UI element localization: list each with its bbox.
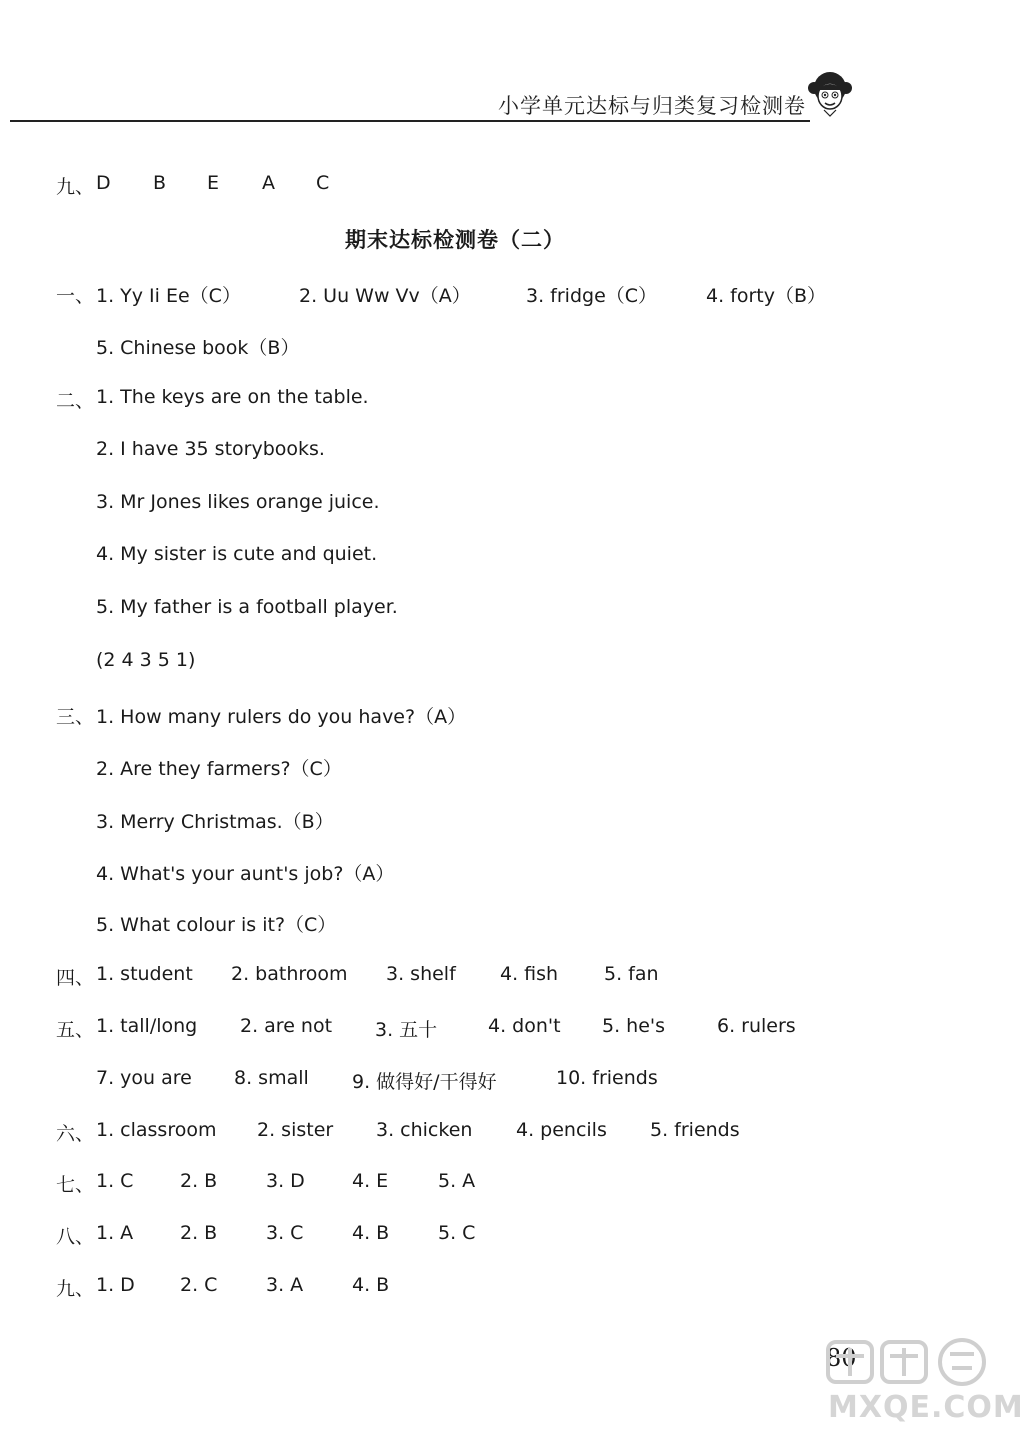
answer-item: 3. C bbox=[266, 1222, 304, 1244]
answer-item: 2. B bbox=[180, 1170, 218, 1192]
answer-item: 1. A bbox=[96, 1222, 134, 1244]
answer-item: 8. small bbox=[234, 1067, 309, 1089]
answer-item: 1. classroom bbox=[96, 1119, 217, 1141]
answer-item: 4. My sister is cute and quiet. bbox=[96, 543, 378, 565]
answer-item: 7. you are bbox=[96, 1067, 192, 1089]
girl-mascot-icon bbox=[800, 66, 860, 126]
answer-item: 3. A bbox=[266, 1274, 304, 1296]
question-label: 五、 bbox=[56, 1019, 95, 1041]
answer-item: 3. fridge（C） bbox=[526, 285, 658, 307]
header-rule bbox=[10, 120, 810, 122]
answer-item: A bbox=[262, 172, 275, 194]
answer-item: 3. 五十 bbox=[375, 1019, 438, 1041]
answer-item: 6. rulers bbox=[717, 1015, 796, 1037]
answer-item: 4. forty（B） bbox=[706, 285, 827, 307]
answer-item: 1. The keys are on the table. bbox=[96, 386, 369, 408]
answer-item: 4. What's your aunt's job?（A） bbox=[96, 863, 395, 885]
answer-item: 4. don't bbox=[488, 1015, 561, 1037]
answer-item: 1. tall/long bbox=[96, 1015, 198, 1037]
answer-item: 5. My father is a football player. bbox=[96, 596, 398, 618]
answer-item: 5. A bbox=[438, 1170, 476, 1192]
answer-item: 5. What colour is it?（C） bbox=[96, 914, 337, 936]
answer-item: 3. Merry Christmas.（B） bbox=[96, 811, 334, 833]
answer-item: 3. chicken bbox=[376, 1119, 473, 1141]
answer-item: 5. fan bbox=[604, 963, 659, 985]
answer-item: 5. he's bbox=[602, 1015, 666, 1037]
answer-item: 2. I have 35 storybooks. bbox=[96, 438, 325, 460]
answer-item: D bbox=[96, 172, 111, 194]
answer-item: 1. C bbox=[96, 1170, 134, 1192]
part-1-extra: 5. Chinese book（B） bbox=[96, 337, 300, 359]
answer-item: 10. friends bbox=[556, 1067, 658, 1089]
question-label: 一、 bbox=[56, 285, 95, 307]
answer-item: 5. C bbox=[438, 1222, 476, 1244]
question-label: 九、 bbox=[56, 1278, 95, 1300]
answer-item: 2. are not bbox=[240, 1015, 333, 1037]
question-label: 八、 bbox=[56, 1226, 95, 1248]
answer-item: 4. E bbox=[352, 1170, 389, 1192]
question-label: 九、 bbox=[56, 176, 95, 198]
question-label: 三、 bbox=[56, 706, 95, 728]
answer-item: B bbox=[153, 172, 167, 194]
answer-item: 4. fish bbox=[500, 963, 559, 985]
answer-item: 2. B bbox=[180, 1222, 218, 1244]
question-label: 七、 bbox=[56, 1174, 95, 1196]
question-label: 二、 bbox=[56, 390, 95, 412]
answer-item: 2. Are they farmers?（C） bbox=[96, 758, 342, 780]
answer-item: 4. B bbox=[352, 1274, 390, 1296]
answer-item: 1. How many rulers do you have?（A） bbox=[96, 706, 467, 728]
answer-item: C bbox=[316, 172, 330, 194]
running-header-title: 小学单元达标与归类复习检测卷 bbox=[498, 94, 806, 118]
answer-item: 1. student bbox=[96, 963, 193, 985]
answer-item: 1. D bbox=[96, 1274, 135, 1296]
answer-item: 4. B bbox=[352, 1222, 390, 1244]
answer-item: 2. C bbox=[180, 1274, 218, 1296]
answer-item: 3. D bbox=[266, 1170, 305, 1192]
answer-item: 3. Mr Jones likes orange juice. bbox=[96, 491, 380, 513]
page-number: 80 bbox=[826, 1344, 857, 1372]
answer-item: 4. pencils bbox=[516, 1119, 607, 1141]
answer-item: 2. bathroom bbox=[231, 963, 348, 985]
answer-item: 2. Uu Ww Vv（A） bbox=[299, 285, 471, 307]
sentence-order: (2 4 3 5 1) bbox=[96, 649, 196, 671]
question-label: 四、 bbox=[56, 967, 95, 989]
answer-item: 2. sister bbox=[257, 1119, 334, 1141]
answer-item: 5. friends bbox=[650, 1119, 740, 1141]
watermark-site-text: MXQE.COM bbox=[828, 1390, 1024, 1425]
question-label: 六、 bbox=[56, 1123, 95, 1145]
answer-item: E bbox=[207, 172, 220, 194]
answer-item: 1. Yy Ii Ee（C） bbox=[96, 285, 241, 307]
answer-item: 9. 做得好/干得好 bbox=[352, 1071, 497, 1093]
answer-item: 3. shelf bbox=[386, 963, 456, 985]
section-title: 期末达标检测卷（二） bbox=[345, 228, 565, 252]
